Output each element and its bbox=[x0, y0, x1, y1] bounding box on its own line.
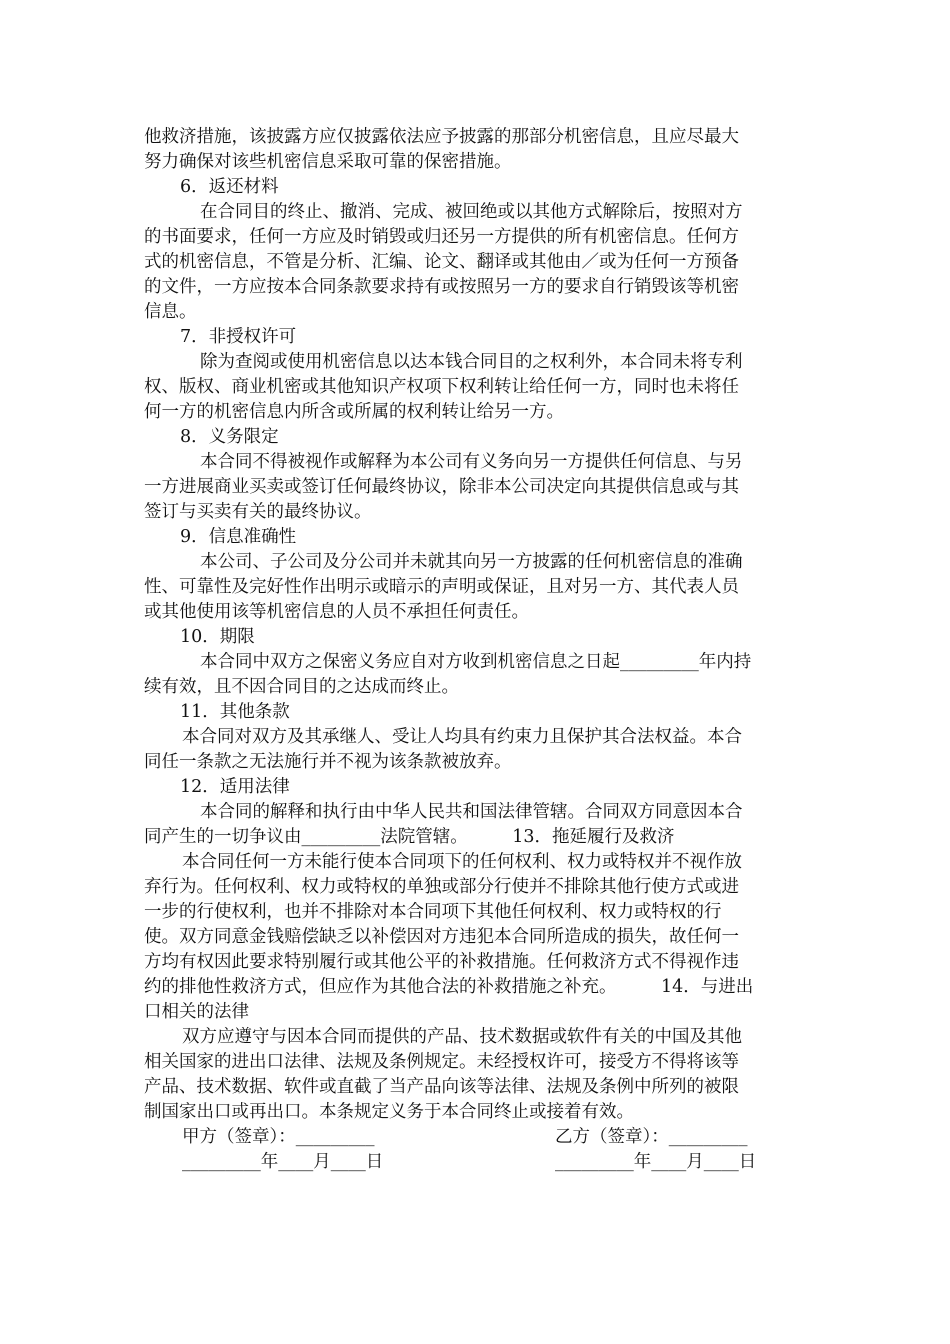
body-line: 或其他使用该等机密信息的人员不承担任何责任。 bbox=[144, 602, 529, 622]
section-heading: 6．返还材料 bbox=[180, 177, 279, 197]
body-line: 制国家出口或再出口。本条规定义务于本合同终止或接着有效。 bbox=[144, 1102, 634, 1122]
body-line: 除为查阅或使用机密信息以达本钱合同目的之权利外，本合同未将专利 bbox=[200, 352, 743, 372]
body-line: 产品、技术数据、软件或直截了当产品向该等法律、法规及条例中所列的被限 bbox=[144, 1077, 739, 1097]
body-line: 他救济措施，该披露方应仅披露依法应予披露的那部分机密信息，且应尽最大 bbox=[144, 127, 739, 147]
body-line: 一方进展商业买卖或签订任何最终协议，除非本公司决定向其提供信息或与其 bbox=[144, 477, 739, 497]
body-line: 权、版权、商业机密或其他知识产权项下权利转让给任何一方，同时也未将任 bbox=[144, 377, 739, 397]
body-line: 的文件，一方应按本合同条款要求持有或按照另一方的要求自行销毁该等机密 bbox=[144, 277, 739, 297]
body-line: 同产生的一切争议由_________法院管辖。 13．拖延履行及救济 bbox=[144, 827, 675, 847]
body-line: 一步的行使权利，也并不排除对本合同项下其他任何权利、权力或特权的行 bbox=[144, 902, 722, 922]
body-line: 本公司、子公司及分公司并未就其向另一方披露的任何机密信息的准确 bbox=[200, 552, 743, 572]
section-heading: 8．义务限定 bbox=[180, 427, 279, 447]
section-heading: 10．期限 bbox=[180, 627, 255, 647]
body-line: 双方应遵守与因本合同而提供的产品、技术数据或软件有关的中国及其他 bbox=[182, 1027, 742, 1047]
body-line: 本合同的解释和执行由中华人民共和国法律管辖。合同双方同意因本合 bbox=[200, 802, 743, 822]
body-line: 约的排他性救济方式，但应作为其他合法的补救措施之补充。 14．与进出 bbox=[144, 977, 754, 997]
party-a-date: _________年____月____日 bbox=[182, 1152, 384, 1172]
body-line: 本合同任何一方未能行使本合同项下的任何权利、权力或特权并不视作放 bbox=[182, 852, 742, 872]
body-line: 使。双方同意金钱赔偿缺乏以补偿因对方违犯本合同所造成的损失，故任何一 bbox=[144, 927, 739, 947]
body-line: 弃行为。任何权利、权力或特权的单独或部分行使并不排除其他行使方式或进 bbox=[144, 877, 739, 897]
body-line: 方均有权因此要求特别履行或其他公平的补救措施。任何救济方式不得视作违 bbox=[144, 952, 739, 972]
party-b-signature: 乙方（签章）：_________ bbox=[555, 1127, 748, 1147]
section-heading: 11．其他条款 bbox=[180, 702, 290, 722]
section-heading: 9．信息准确性 bbox=[180, 527, 297, 547]
party-b-date: _________年____月____日 bbox=[555, 1152, 757, 1172]
body-line: 签订与买卖有关的最终协议。 bbox=[144, 502, 372, 522]
body-line: 同任一条款之无法施行并不视为该条款被放弃。 bbox=[144, 752, 512, 772]
body-line: 性、可靠性及完好性作出明示或暗示的声明或保证，且对另一方、其代表人员 bbox=[144, 577, 739, 597]
party-a-signature: 甲方（签章）：_________ bbox=[182, 1127, 375, 1147]
body-line: 口相关的法律 bbox=[144, 1002, 249, 1022]
body-line: 的书面要求，任何一方应及时销毁或归还另一方提供的所有机密信息。任何方 bbox=[144, 227, 739, 247]
body-line: 式的机密信息，不管是分析、汇编、论文、翻译或其他由／或为任何一方预备 bbox=[144, 252, 739, 272]
body-line: 何一方的机密信息内所含或所属的权利转让给另一方。 bbox=[144, 402, 564, 422]
section-heading: 7．非授权许可 bbox=[180, 327, 297, 347]
body-line: 信息。 bbox=[144, 302, 197, 322]
section-heading: 12．适用法律 bbox=[180, 777, 290, 797]
body-line: 本合同中双方之保密义务应自对方收到机密信息之日起_________年内持 bbox=[200, 652, 752, 672]
body-line: 努力确保对该些机密信息采取可靠的保密措施。 bbox=[144, 152, 512, 172]
body-line: 本合同对双方及其承继人、受让人均具有约束力且保护其合法权益。本合 bbox=[182, 727, 742, 747]
body-line: 在合同目的终止、撤消、完成、被回绝或以其他方式解除后，按照对方 bbox=[200, 202, 743, 222]
body-line: 相关国家的进出口法律、法规及条例规定。未经授权许可，接受方不得将该等 bbox=[144, 1052, 739, 1072]
body-line: 本合同不得被视作或解释为本公司有义务向另一方提供任何信息、与另 bbox=[200, 452, 743, 472]
body-line: 续有效，且不因合同目的之达成而终止。 bbox=[144, 677, 459, 697]
